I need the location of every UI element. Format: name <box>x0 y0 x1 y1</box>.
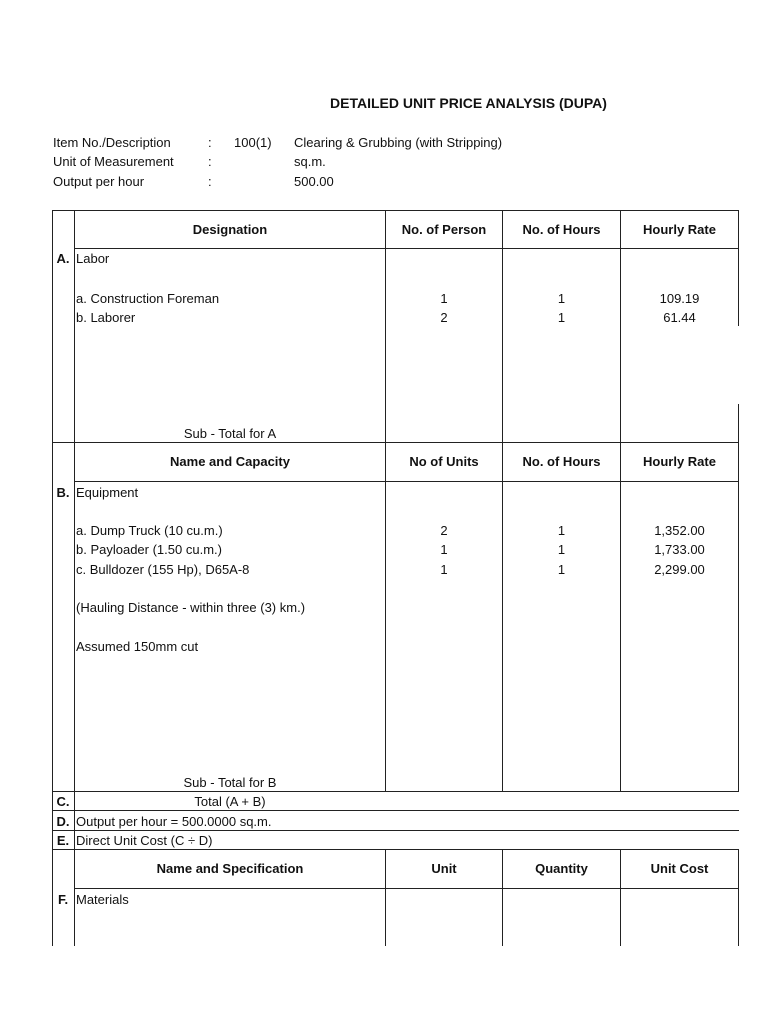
header-unit: Unit <box>431 861 457 876</box>
cut-note: Assumed 150mm cut <box>76 639 199 654</box>
equipment-row-rate: 1,733.00 <box>654 542 705 557</box>
total-a-plus-b: Total (A + B) <box>194 794 266 809</box>
header-name-and-capacity: Name and Capacity <box>170 454 290 469</box>
output-value: 500.00 <box>294 174 334 189</box>
item-number: 100(1) <box>234 135 272 150</box>
section-f-letter: F. <box>57 892 69 907</box>
header-hourly-rate: Hourly Rate <box>643 222 716 237</box>
header-quantity: Quantity <box>535 861 588 876</box>
section-b-letter: B. <box>56 485 70 500</box>
equipment-row-units: 1 <box>440 542 448 557</box>
equipment-row-hours: 1 <box>557 523 566 538</box>
section-d-letter: D. <box>56 814 70 829</box>
section-b-title: Equipment <box>76 485 139 500</box>
header-no-of-hours: No. of Hours <box>522 454 601 469</box>
header-no-of-person: No. of Person <box>401 222 487 237</box>
labor-row-hours: 1 <box>557 310 566 325</box>
equipment-row-name: c. Bulldozer (155 Hp), D65A-8 <box>76 562 250 577</box>
output-colon: : <box>208 174 212 189</box>
labor-row-persons: 2 <box>440 310 448 325</box>
equipment-row-hours: 1 <box>557 542 566 557</box>
page-title: DETAILED UNIT PRICE ANALYSIS (DUPA) <box>330 95 607 111</box>
section-c-letter: C. <box>56 794 70 809</box>
section-a-title: Labor <box>76 251 110 266</box>
equipment-row-units: 2 <box>440 523 448 538</box>
output-per-hour-line: Output per hour = 500.0000 sq.m. <box>76 814 272 829</box>
unit-label: Unit of Measurement <box>53 154 174 169</box>
header-unit-cost: Unit Cost <box>650 861 709 876</box>
subtotal-a: Sub - Total for A <box>183 426 277 441</box>
header-no-of-units: No of Units <box>409 454 479 469</box>
labor-row-persons: 1 <box>440 291 448 306</box>
header-designation: Designation <box>192 222 268 237</box>
section-f-title: Materials <box>76 892 129 907</box>
item-description: Clearing & Grubbing (with Stripping) <box>294 135 503 150</box>
item-label: Item No./Description <box>53 135 171 150</box>
output-label: Output per hour <box>53 174 145 189</box>
labor-row-rate: 109.19 <box>659 291 700 306</box>
equipment-row-name: a. Dump Truck (10 cu.m.) <box>76 523 223 538</box>
subtotal-b: Sub - Total for B <box>183 775 277 790</box>
equipment-row-rate: 2,299.00 <box>654 562 705 577</box>
header-hourly-rate: Hourly Rate <box>643 454 716 469</box>
labor-row-hours: 1 <box>557 291 566 306</box>
equipment-row-units: 1 <box>440 562 448 577</box>
direct-unit-cost-line: Direct Unit Cost (C ÷ D) <box>76 833 213 848</box>
item-colon: : <box>208 135 212 150</box>
labor-row-rate: 61.44 <box>663 310 696 325</box>
unit-colon: : <box>208 154 212 169</box>
labor-row-name: b. Laborer <box>76 310 136 325</box>
header-name-and-specification: Name and Specification <box>156 861 304 876</box>
section-e-letter: E. <box>56 833 70 848</box>
equipment-row-hours: 1 <box>557 562 566 577</box>
equipment-row-name: b. Payloader (1.50 cu.m.) <box>76 542 222 557</box>
section-a-letter: A. <box>56 251 70 266</box>
header-no-of-hours: No. of Hours <box>522 222 601 237</box>
labor-row-name: a. Construction Foreman <box>76 291 220 306</box>
equipment-row-rate: 1,352.00 <box>654 523 705 538</box>
hauling-note: (Hauling Distance - within three (3) km.) <box>76 600 306 615</box>
unit-value: sq.m. <box>294 154 326 169</box>
